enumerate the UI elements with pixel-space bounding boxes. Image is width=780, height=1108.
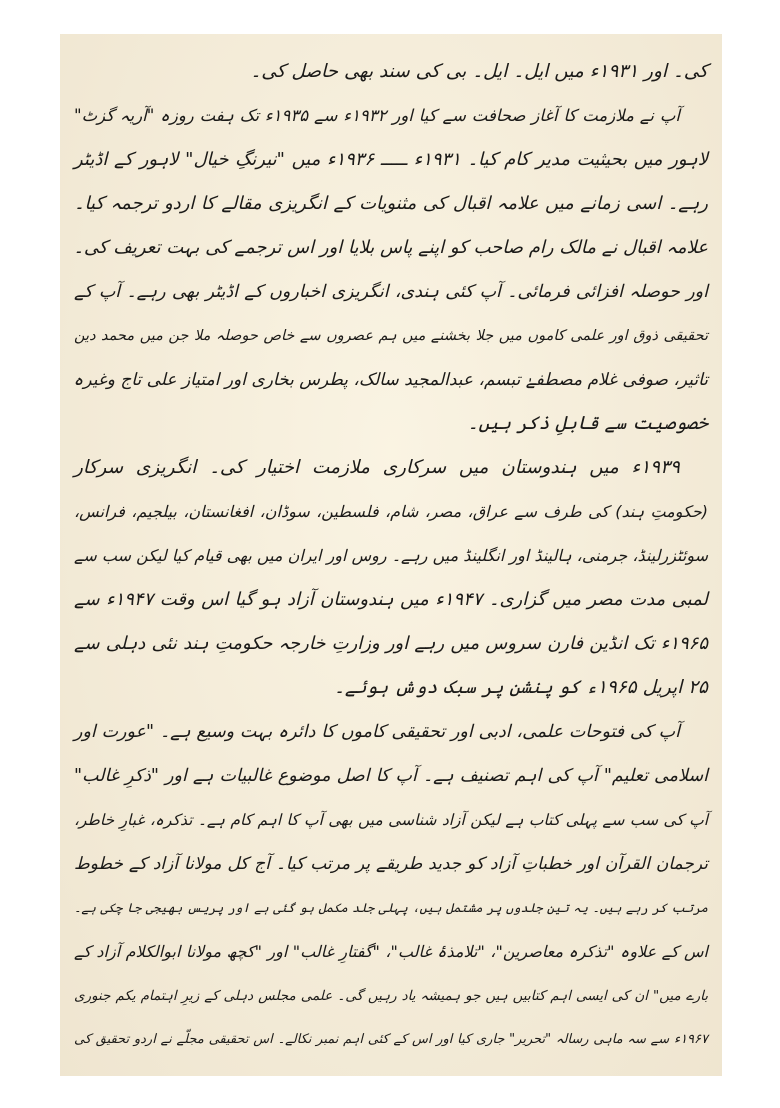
text-line: ۱۹۳۹ء میں ہندوستان میں سرکاری ملازمت اختیار کی۔ انگریزی سرکار	[74, 457, 680, 478]
text-line: اسلامی تعلیم" آپ کی اہم تصنیف ہے۔ آپ کا اصل موضوع غالبیات ہے اور "ذکرِ غالب"	[74, 766, 708, 786]
text-line: مرتب کر رہے ہیں۔ یہ تین جلدوں پر مشتمل ہیں، پہلی جلد مکمل ہو گئی ہے اور پریس بھیجی جا چکی ہے۔	[74, 900, 708, 915]
text-line: خصوصیت سے قابلِ ذکر ہیں۔	[467, 413, 708, 434]
text-line: ۱۹۶۷ء سے سہ ماہی رسالہ "تحریر" جاری کیا اور اس کے کئی اہم نمبر نکالے۔ اس تحقیقی مجلّے نے اردو تحقیق کی	[74, 1032, 708, 1047]
text-line: ترجمان القرآن اور خطباتِ آزاد کو جدید طریقے پر مرتب کیا۔ آج کل مولانا آزاد کے خطوط	[74, 854, 708, 874]
text-line: سوئٹزرلینڈ، جرمنی، ہالینڈ اور انگلینڈ میں رہے۔ روس اور ایران میں بھی قیام کیا لیکن سب سے	[74, 546, 708, 565]
text-line: علامہ اقبال نے مالک رام صاحب کو اپنے پاس بلایا اور اس ترجمے کی بہت تعریف کی۔	[73, 237, 708, 258]
text-line: آپ کی سب سے پہلی کتاب ہے لیکن آزاد شناسی میں بھی آپ کا اہم کام ہے۔ تذکرہ، غبارِ خاطر،	[74, 811, 708, 829]
text-line: اور حوصلہ افزائی فرمائی۔ آپ کئی ہندی، انگریزی اخباروں کے اڈیٹر بھی رہے۔ آپ کے	[74, 282, 708, 302]
text-line: بارے میں" ان کی ایسی اہم کتابیں ہیں جو ہمیشہ یاد رہیں گی۔ علمی مجلس دہلی کے زیرِ اہتمام یکم جنوری	[74, 988, 708, 1004]
text-line: لاہور میں بحیثیت مدیر کام کیا۔ ۱۹۳۱ء ـــــ ۱۹۳۶ء میں "نیرنگِ خیال" لاہور کے اڈیٹر	[74, 149, 708, 170]
text-line: ۲۵ اپریل ۱۹۶۵ء کو پنشن پر سبک دوش ہوئے۔	[334, 677, 708, 698]
urdu-text-body	[74, 50, 708, 1062]
text-line: رہے۔ اسی زمانے میں علامہ اقبال کی مثنویات کے انگریزی مقالے کا اردو ترجمہ کیا۔	[74, 193, 708, 214]
text-line: آپ کی فتوحات علمی، ادبی اور تحقیقی کاموں کا دائرہ بہت وسیع ہے۔ "عورت اور	[74, 722, 680, 742]
text-line: (حکومتِ ہند) کی طرف سے عراق، مصر، شام، فلسطین، سوڈان، افغانستان، بیلجیم، فرانس،	[74, 502, 708, 521]
text-line: تحقیقی ذوق اور علمی کاموں میں جلا بخشنے میں ہم عصروں سے خاص حوصلہ ملا جن میں محمد دین	[74, 328, 708, 344]
text-line: کی۔ اور ۱۹۳۱ء میں ایل۔ ایل۔ بی کی سند بھی حاصل کی۔	[250, 61, 708, 82]
text-line: ۱۹۶۵ء تک انڈین فارن سروس میں رہے اور وزارتِ خارجہ حکومتِ ہند نئی دہلی سے	[74, 633, 708, 654]
text-line: اس کے علاوہ "تذکرہ معاصرین"، "تلامذۂ غالب"، "گفتارِ غالب" اور "کچھ مولانا ابوالکلام آزاد کے	[74, 942, 708, 961]
text-line: آپ نے ملازمت کا آغاز صحافت سے کیا اور ۱۹۳۲ء سے ۱۹۳۵ء تک ہفت روزہ "آریہ گزٹ"	[74, 106, 680, 125]
text-line: تاثیر، صوفی غلام مصطفےٰ تبسم، عبدالمجید سالک، پطرس بخاری اور امتیاز علی تاج وغیرہ	[73, 370, 708, 390]
text-line: لمبی مدت مصر میں گزاری۔ ۱۹۴۷ء میں ہندوستان آزاد ہو گیا اس وقت ۱۹۴۷ء سے	[74, 589, 708, 610]
